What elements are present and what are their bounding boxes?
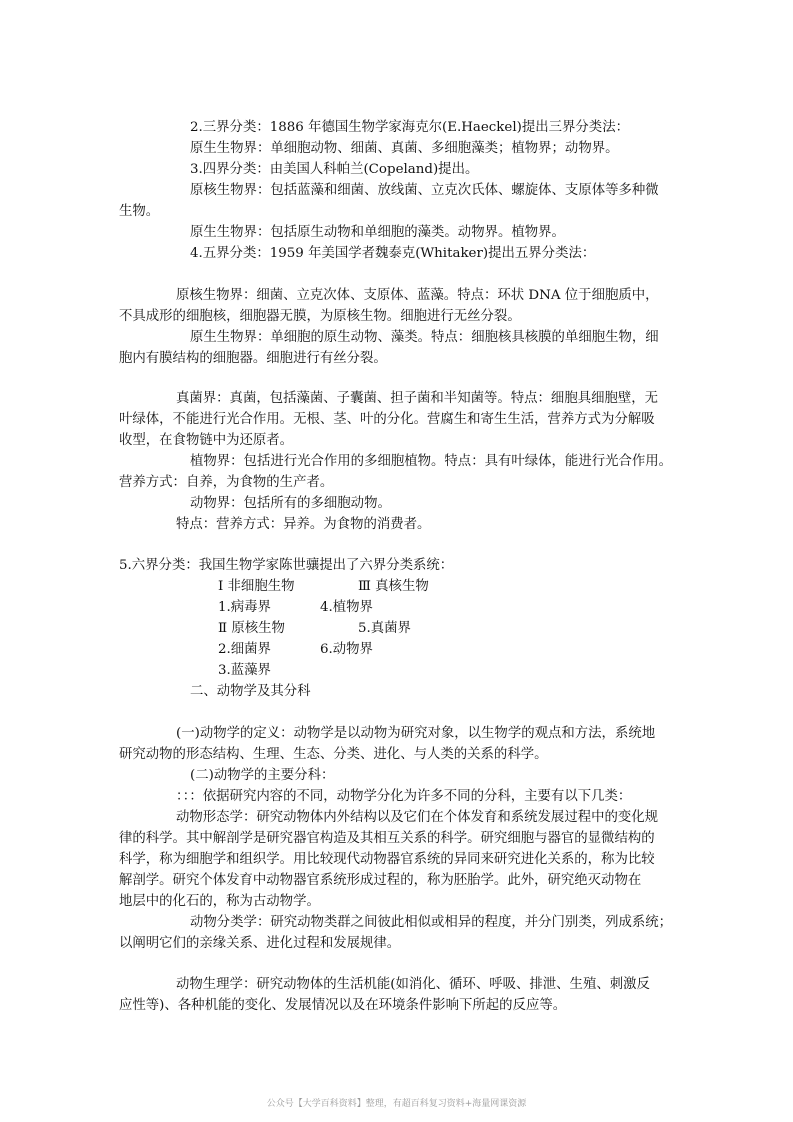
- text-line: 2.细菌界: [218, 642, 271, 657]
- text-line: ：：：依据研究内容的不同，动物学分化为许多不同的分科，主要有以下几类：: [176, 789, 632, 804]
- text-line: (二)动物学的主要分科：: [190, 768, 335, 783]
- text-line: 动物形态学：研究动物体内外结构以及它们在个体发育和系统发展过程中的变化规: [176, 810, 659, 825]
- text-line: 科学，称为细胞学和组织学。用比较现代动物器官系统的异同来研究进化关系的，称为比较: [119, 852, 655, 867]
- text-line: 动物生理学：研究动物体的生活机能(如消化、循环、呼吸、排泄、生殖、刺激反: [176, 977, 650, 992]
- footer-watermark: 公众号【大学百科资料】整理，有超百科复习资料+海量网课资源: [266, 1099, 527, 1109]
- text-line: Ⅱ 原核生物: [218, 621, 285, 636]
- text-line: 1.病毒界: [218, 600, 271, 615]
- text-line: 解剖学。研究个体发育中动物器官系统形成过程的，称为胚胎学。此外，研究绝灭动物在: [119, 873, 642, 888]
- text-line: 收型，在食物链中为还原者。: [119, 433, 294, 448]
- text-line: 4.植物界: [320, 600, 373, 615]
- text-line: 植物界：包括进行光合作用的多细胞植物。特点：具有叶绿体，能进行光合作用。: [190, 454, 673, 469]
- text-line: 动物界：包括所有的多细胞动物。: [190, 496, 391, 511]
- text-line: 原生生物界：包括原生动物和单细胞的藻类。动物界。植物界。: [190, 225, 565, 240]
- text-line: 5.六界分类：我国生物学家陈世骧提出了六界分类系统：: [119, 558, 454, 573]
- text-line: 营养方式：自养，为食物的生产者。: [119, 475, 334, 490]
- text-line: 5.真菌界: [358, 621, 411, 636]
- text-line: 真菌界：真菌，包括藻菌、子囊菌、担子菌和半知菌等。特点：细胞具细胞壁，无: [176, 391, 659, 406]
- text-line: 2.三界分类：1886 年德国生物学家海克尔(E.Haeckel)提出三界分类法：: [190, 120, 629, 135]
- text-line: 特点：营养方式：异养。为食物的消费者。: [176, 517, 431, 532]
- text-line: 4.五界分类：1959 年美国学者魏泰克(Whitaker)提出五界分类法：: [190, 246, 596, 261]
- text-line: 研究动物的形态结构、生理、生态、分类、进化、与人类的关系的科学。: [119, 747, 548, 762]
- text-line: Ⅰ 非细胞生物: [218, 579, 295, 594]
- text-line: Ⅲ 真核生物: [358, 579, 429, 594]
- text-line: 原生生物界：单细胞动物、细菌、真菌、多细胞藻类；植物界；动物界。: [190, 141, 619, 156]
- text-line: 3.四界分类：由美国人科帕兰(Copeland)提出。: [190, 162, 479, 177]
- text-line: 生物。: [119, 204, 160, 219]
- text-line: 不具成形的细胞核，细胞器无膜，为原核生物。细胞进行无丝分裂。: [119, 309, 521, 324]
- text-line: 应性等)、各种机能的变化、发展情况以及在环境条件影响下所起的反应等。: [119, 998, 567, 1013]
- section-heading: 二、动物学及其分科: [190, 684, 311, 699]
- text-line: (一)动物学的定义：动物学是以动物为研究对象，以生物学的观点和方法，系统地: [176, 726, 656, 741]
- text-line: 原核生物界：细菌、立克次体、支原体、蓝藻。特点：环状 DNA 位于细胞质中，: [176, 288, 659, 303]
- text-line: 动物分类学：研究动物类群之间彼此相似或相异的程度，并分门别类，列成系统；: [190, 915, 673, 930]
- text-line: 地层中的化石的，称为古动物学。: [119, 894, 320, 909]
- text-line: 原生生物界：单细胞的原生动物、藻类。特点：细胞核具核膜的单细胞生物，细: [190, 330, 659, 345]
- text-line: 律的科学。其中解剖学是研究器官构造及其相互关系的科学。研究细胞与器官的显微结构的: [119, 831, 655, 846]
- text-line: 以阐明它们的亲缘关系、进化过程和发展规律。: [119, 936, 401, 951]
- text-line: 原核生物界：包括蓝藻和细菌、放线菌、立克次氏体、螺旋体、支原体等多种微: [190, 183, 659, 198]
- text-line: 3.蓝藻界: [218, 663, 271, 678]
- text-line: 6.动物界: [320, 642, 373, 657]
- text-line: 胞内有膜结构的细胞器。细胞进行有丝分裂。: [119, 351, 387, 366]
- text-line: 叶绿体，不能进行光合作用。无根、茎、叶的分化。营腐生和寄生生活，营养方式为分解吸: [119, 412, 655, 427]
